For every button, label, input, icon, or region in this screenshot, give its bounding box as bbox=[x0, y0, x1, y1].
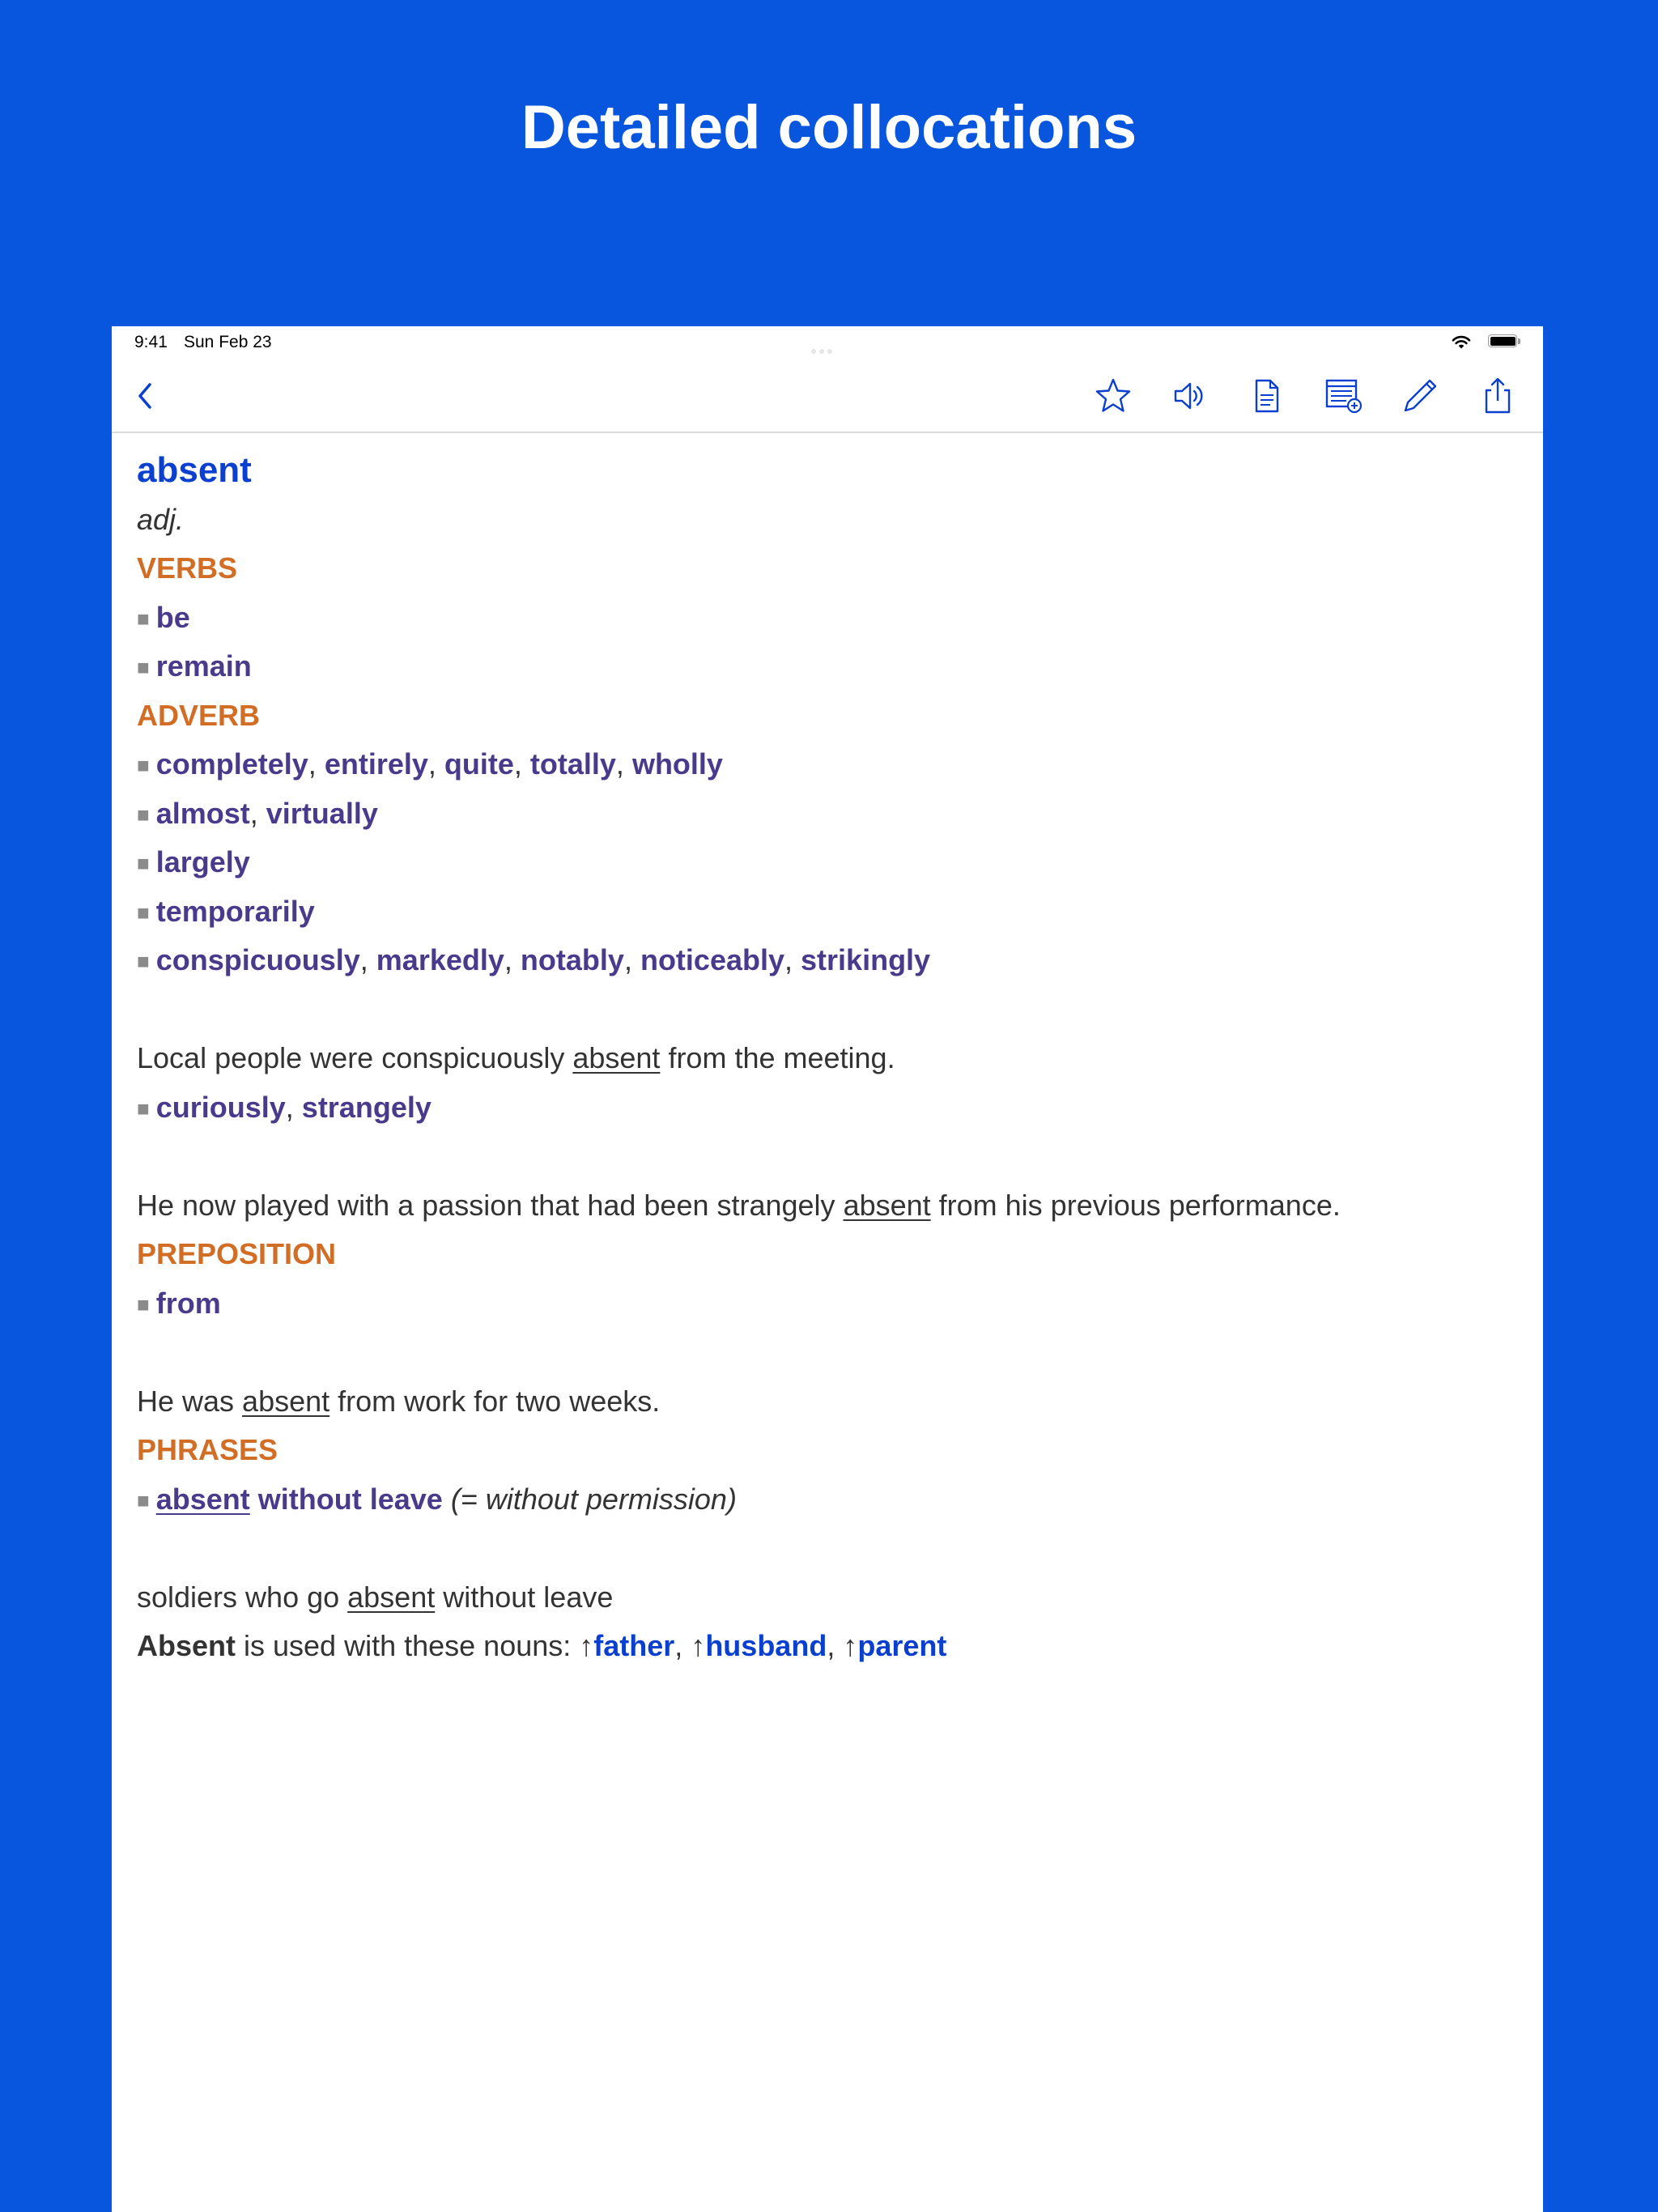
add-to-list-icon bbox=[1322, 375, 1364, 417]
section-heading-verbs: VERBS bbox=[137, 551, 238, 585]
edit-button[interactable] bbox=[1399, 375, 1441, 417]
bullet: ■ bbox=[137, 900, 150, 925]
bullet: ■ bbox=[137, 1291, 150, 1317]
bullet: ■ bbox=[137, 753, 150, 777]
collocation[interactable]: curiously bbox=[155, 1090, 286, 1124]
collocation-row bbox=[137, 1475, 1519, 1525]
bullet: ■ bbox=[137, 949, 150, 973]
speaker-icon bbox=[1169, 375, 1211, 417]
collocation[interactable]: strikingly bbox=[801, 943, 931, 976]
status-bar bbox=[112, 326, 1543, 357]
collocation-row bbox=[137, 1279, 1519, 1329]
example-sentence: soldiers who go absent without leave bbox=[137, 1580, 614, 1614]
section-heading-phrases: PHRASES bbox=[137, 1433, 278, 1466]
battery-icon bbox=[1488, 334, 1522, 349]
pronunciation-button[interactable] bbox=[1169, 375, 1211, 417]
example-sentence: He now played with a passion that had been strangely absent from his previous performance. bbox=[137, 1188, 1341, 1222]
collocation[interactable]: entirely bbox=[324, 747, 428, 781]
collocation[interactable]: from bbox=[155, 1286, 221, 1320]
related-nouns: Absent is used with these nouns: ↑father, ↑husband, ↑parent bbox=[137, 1629, 947, 1662]
app-screen bbox=[112, 326, 1543, 2212]
collocation[interactable]: conspicuously bbox=[155, 943, 360, 976]
phrase-keyword[interactable]: absent bbox=[155, 1482, 250, 1516]
collocation[interactable]: noticeably bbox=[640, 943, 785, 976]
collocation-row: ■ conspicuously, markedly, notably, noticeably, strikingly bbox=[137, 943, 931, 976]
collocation-row bbox=[137, 593, 1519, 643]
back-button[interactable] bbox=[125, 375, 167, 417]
collocation-row bbox=[137, 838, 1519, 887]
collocation[interactable]: be bbox=[155, 600, 190, 634]
phrase-note: (= without permission) bbox=[442, 1482, 737, 1516]
arrow-up-icon: ↑ bbox=[843, 1629, 858, 1662]
status-time: 9:41 bbox=[134, 333, 168, 351]
related-nouns-lead: Absent bbox=[137, 1629, 236, 1662]
collocation-row: ■ almost, virtually bbox=[137, 796, 378, 830]
section-heading-adverb: ADVERB bbox=[137, 698, 261, 732]
collocation[interactable]: completely bbox=[155, 747, 308, 781]
noun-link[interactable]: father bbox=[593, 1629, 675, 1662]
arrow-up-icon: ↑ bbox=[579, 1629, 594, 1662]
promo-title: Detailed collocations bbox=[521, 93, 1137, 162]
headword-line bbox=[137, 446, 1519, 496]
collocation[interactable]: totally bbox=[529, 747, 616, 781]
collocation-row: ■ completely, entirely, quite, totally, wholly bbox=[137, 747, 723, 781]
wifi-icon bbox=[1451, 335, 1472, 350]
keyword: absent bbox=[843, 1188, 931, 1222]
bullet: ■ bbox=[137, 1095, 150, 1121]
example-sentence: He was absent from work for two weeks. bbox=[137, 1384, 661, 1418]
collocation[interactable]: quite bbox=[444, 747, 514, 781]
star-icon bbox=[1092, 375, 1134, 417]
arrow-up-icon: ↑ bbox=[691, 1629, 706, 1662]
part-of-speech: adj. bbox=[137, 502, 185, 536]
collocation[interactable]: largely bbox=[155, 845, 250, 878]
favorite-button[interactable] bbox=[1092, 375, 1134, 417]
section-heading-preposition: PREPOSITION bbox=[137, 1237, 337, 1270]
pencil-icon bbox=[1399, 375, 1441, 417]
status-date: Sun Feb 23 bbox=[184, 333, 272, 351]
add-to-list-button[interactable] bbox=[1322, 375, 1364, 417]
headword: absent bbox=[137, 450, 252, 490]
collocation[interactable]: almost bbox=[155, 796, 250, 830]
share-icon bbox=[1477, 375, 1519, 417]
collocation[interactable]: remain bbox=[155, 649, 252, 683]
bullet: ■ bbox=[137, 1487, 150, 1512]
toolbar bbox=[112, 357, 1543, 433]
phrase[interactable]: without leave bbox=[249, 1482, 443, 1516]
document-icon bbox=[1245, 375, 1287, 417]
bullet: ■ bbox=[137, 851, 150, 875]
entry-content bbox=[137, 446, 1519, 1671]
noun-link[interactable]: husband bbox=[705, 1629, 827, 1662]
keyword: absent bbox=[347, 1580, 436, 1614]
collocation-row bbox=[137, 887, 1519, 937]
back-icon bbox=[125, 375, 167, 417]
keyword: absent bbox=[242, 1384, 330, 1418]
collocation-row bbox=[137, 642, 1519, 691]
text-view-button[interactable] bbox=[1245, 375, 1287, 417]
collocation-row: ■ curiously, strangely bbox=[137, 1090, 432, 1124]
share-button[interactable] bbox=[1477, 375, 1519, 417]
collocation[interactable]: temporarily bbox=[155, 894, 315, 928]
collocation[interactable]: strangely bbox=[301, 1090, 432, 1124]
collocation[interactable]: virtually bbox=[266, 796, 378, 830]
collocation[interactable]: markedly bbox=[376, 943, 504, 976]
bullet: ■ bbox=[137, 802, 150, 827]
example-sentence: Local people were conspicuously absent from the meeting. bbox=[137, 1041, 895, 1074]
noun-link[interactable]: parent bbox=[857, 1629, 947, 1662]
bullet: ■ bbox=[137, 606, 150, 631]
collocation[interactable]: notably bbox=[520, 943, 624, 976]
keyword: absent bbox=[572, 1041, 661, 1074]
bullet: ■ bbox=[137, 655, 150, 679]
collocation[interactable]: wholly bbox=[631, 747, 723, 781]
multitasking-indicator[interactable] bbox=[811, 339, 844, 344]
